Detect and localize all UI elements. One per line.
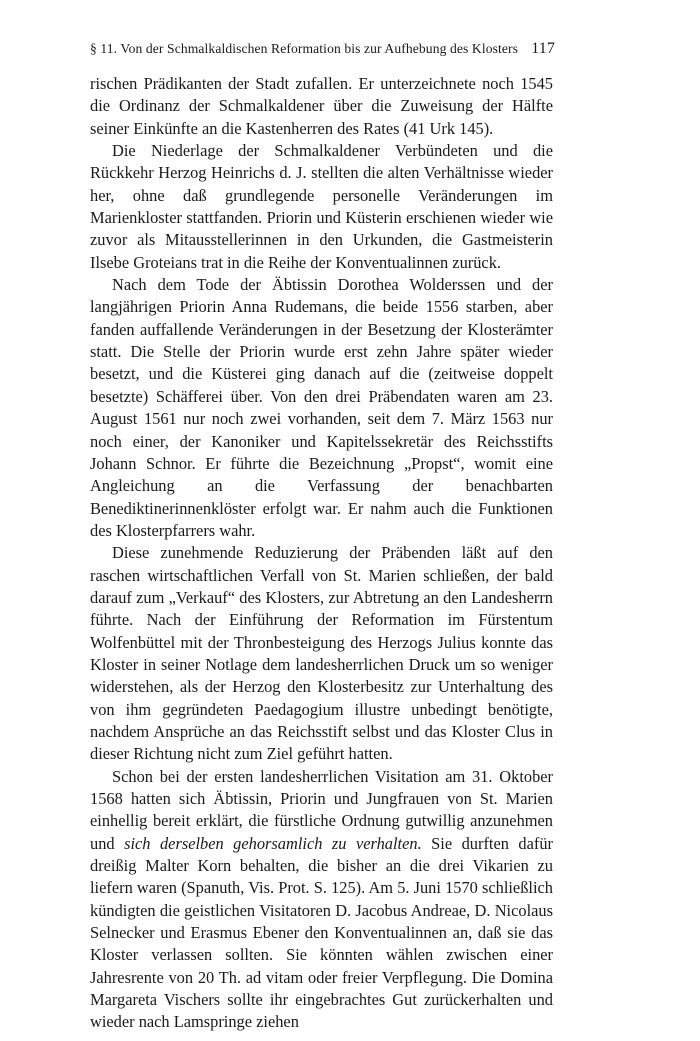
page-number: 117	[531, 40, 555, 57]
paragraph-niederlage: Die Niederlage der Schmalkaldener Verbündeten und die Rückkehr Herzog Heinrichs d. J. stellten die alten Verhältnisse wieder her, ohne daß grundlegende personelle Veränderungen im Marienkloster stattfanden. Priorin und Küsterin erschienen wieder wie zuvor als Mitausstellerinnen in den Urkunden, die Gastmeisterin Ilsebe Groteians trat in die Reihe der Konventualinnen zurück.	[90, 141, 553, 272]
paragraph-visitation	[90, 766, 553, 1034]
paragraph-reduzierung: Diese zunehmende Reduzierung der Präbenden läßt auf den raschen wirtschaftlichen Verfall von St. Marien schließen, der bald darauf zum „Verkauf“ des Klosters, zur Abtretung an den Landesherrn führte. Nach der Einführung der Reformation im Fürstentum Wolfenbüttel mit der Thronbesteigung des Herzogs Julius konnte das Kloster in seiner Notlage dem landesherrlichen Druck um so weniger widerstehen, als der Herzog den Klosterbesitz zur Unterhaltung des von ihm gegründeten Paedagogium illustre unbedingt benötigte, nachdem Ansprüche an das Reichsstift selbst und das Kloster Clus in dieser Richtung nicht zum Ziel geführt hatten.	[90, 543, 553, 764]
body-text	[90, 73, 553, 1034]
paragraph-tode-der-aebtissin: Nach dem Tode der Äbtissin Dorothea Wolderssen und der langjährigen Priorin Anna Rudemans, die beide 1556 starben, aber fanden auffallende Veränderungen in der Besetzung der Klosterämter statt. Die Stelle der Priorin wurde erst zehn Jahre später wieder besetzt, und die Küsterei ging danach auf die (zeitweise doppelt besetzte) Schäfferei über. Von den drei Präbendaten waren am 23. August 1561 nur noch zwei vorhanden, seit dem 7. März 1563 nur noch einer, der Kanoniker und Kapitelssekretär des Reichsstifts Johann Schnor. Er führte die Bezeichnung „Propst“, womit eine Angleichung an die Verfassung der benachbarten Benediktinerinnenklöster erfolgt war. Er nahm auch die Funktionen des Klosterpfarrers wahr.	[90, 275, 553, 540]
running-title: § 11. Von der Schmalkaldischen Reformation bis zur Aufhebung des Klosters	[90, 41, 519, 56]
italic-quotation: sich derselben gehorsamlich zu verhalten.	[124, 833, 422, 853]
paragraph-visitation-part-2: Sie durften dafür dreißig Malter Korn behalten, die bisher an die drei Vikarien zu liefern waren (Spanuth, Vis. Prot. S. 125). Am 5. Juni 1570 schließlich kündigten die geistlichen Visitatoren D. Jacobus Andreae, D. Nicolaus Selnecker und Erasmus Ebener den Konventualinnen an, daß sie das Kloster verlassen sollten. Sie könnten wählen zwischen einer Jahresrente von 20 Th. ad vitam oder freier Verpflegung. Die Domina Margareta Vischers sollte ihr eingebrachtes Gut zurückerhalten und wieder nach Lamspringe ziehen	[90, 833, 554, 1032]
paragraph-continued: rischen Prädikanten der Stadt zufallen. Er unterzeichnete noch 1545 die Ordinanz der Schmalkaldener über die Zuweisung der Hälfte seiner Einkünfte an die Kastenherren des Rates (41 Urk 145).	[90, 74, 553, 138]
page-header	[90, 40, 555, 58]
paragraph-visitation-part-1: Schon bei der ersten landesherrlichen Visitation am 31. Oktober 1568 hatten sich Äbtissin, Priorin und Jungfrauen von St. Marien einhellig bereit erklärt, die fürstliche Ordnung gutwillig anzunehmen und	[90, 766, 553, 853]
